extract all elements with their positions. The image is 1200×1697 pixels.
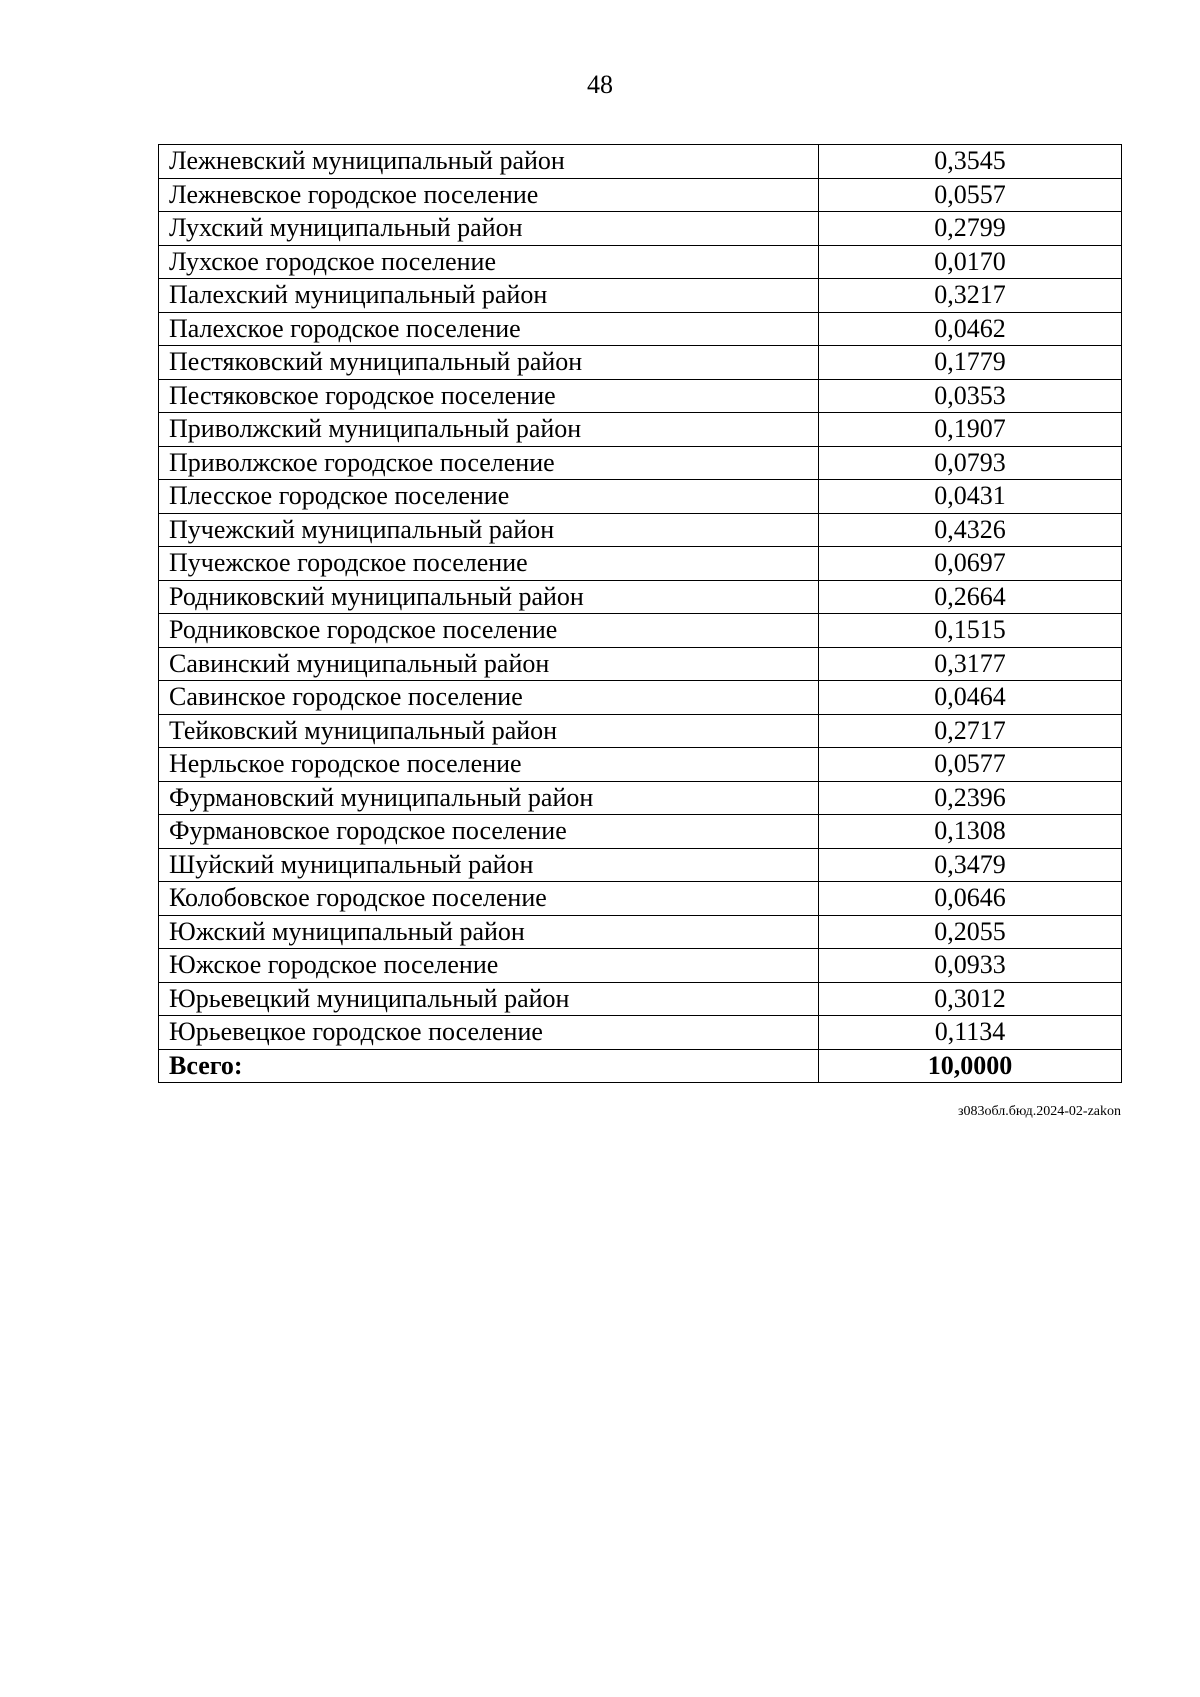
- table-row: [159, 714, 1122, 748]
- table-row: [159, 815, 1122, 849]
- coefficient-value-cell: 0,2396: [819, 781, 1122, 815]
- municipality-name-cell: Пестяковский муниципальный район: [159, 346, 819, 380]
- municipality-name-cell: Лухский муниципальный район: [159, 212, 819, 246]
- municipality-name-cell: Палехский муниципальный район: [159, 279, 819, 313]
- municipality-name-cell: Палехское городское поселение: [159, 312, 819, 346]
- table-row: [159, 145, 1122, 179]
- table-row: [159, 212, 1122, 246]
- municipality-name-cell: Пестяковское городское поселение: [159, 379, 819, 413]
- municipality-name-cell: Фурмановское городское поселение: [159, 815, 819, 849]
- municipality-name-cell: Нерльское городское поселение: [159, 748, 819, 782]
- table-row: [159, 312, 1122, 346]
- coefficient-value-cell: 0,0462: [819, 312, 1122, 346]
- municipality-name-cell: Колобовское городское поселение: [159, 882, 819, 916]
- table-body: [159, 145, 1122, 1083]
- coefficient-value-cell: 0,1134: [819, 1016, 1122, 1050]
- page-number: 48: [587, 70, 613, 99]
- coefficient-value-cell: 0,2664: [819, 580, 1122, 614]
- municipality-name-cell: Приволжское городское поселение: [159, 446, 819, 480]
- total-value-cell: 10,0000: [819, 1049, 1122, 1083]
- coefficient-value-cell: 0,3545: [819, 145, 1122, 179]
- table-row: [159, 446, 1122, 480]
- coefficient-value-cell: 0,0933: [819, 949, 1122, 983]
- table-row: [159, 480, 1122, 514]
- coefficient-value-cell: 0,1308: [819, 815, 1122, 849]
- coefficient-value-cell: 0,0793: [819, 446, 1122, 480]
- table-row: [159, 915, 1122, 949]
- coefficient-value-cell: 0,3177: [819, 647, 1122, 681]
- total-row: [159, 1049, 1122, 1083]
- coefficient-value-cell: 0,2717: [819, 714, 1122, 748]
- coefficient-value-cell: 0,1779: [819, 346, 1122, 380]
- table-row: [159, 681, 1122, 715]
- coefficient-value-cell: 0,0577: [819, 748, 1122, 782]
- coefficient-value-cell: 0,1907: [819, 413, 1122, 447]
- municipality-name-cell: Приволжский муниципальный район: [159, 413, 819, 447]
- table-row: [159, 781, 1122, 815]
- coefficient-value-cell: 0,0646: [819, 882, 1122, 916]
- coefficient-value-cell: 0,0170: [819, 245, 1122, 279]
- municipality-name-cell: Пучежский муниципальный район: [159, 513, 819, 547]
- coefficient-value-cell: 0,1515: [819, 614, 1122, 648]
- table-row: [159, 346, 1122, 380]
- coefficient-value-cell: 0,4326: [819, 513, 1122, 547]
- coefficient-value-cell: 0,2799: [819, 212, 1122, 246]
- municipality-name-cell: Лежневское городское поселение: [159, 178, 819, 212]
- table-row: [159, 848, 1122, 882]
- municipality-name-cell: Савинский муниципальный район: [159, 647, 819, 681]
- municipality-name-cell: Шуйский муниципальный район: [159, 848, 819, 882]
- table-row: [159, 614, 1122, 648]
- coefficient-value-cell: 0,3479: [819, 848, 1122, 882]
- coefficient-value-cell: 0,0431: [819, 480, 1122, 514]
- coefficient-value-cell: 0,0697: [819, 547, 1122, 581]
- coefficient-value-cell: 0,3012: [819, 982, 1122, 1016]
- coefficient-value-cell: 0,2055: [819, 915, 1122, 949]
- table-row: [159, 245, 1122, 279]
- coefficient-value-cell: 0,0464: [819, 681, 1122, 715]
- document-code: з083обл.бюд.2024-02-zakon: [957, 1104, 1121, 1119]
- municipality-name-cell: Родниковский муниципальный район: [159, 580, 819, 614]
- distribution-table: [158, 144, 1122, 1083]
- table-row: [159, 580, 1122, 614]
- municipality-name-cell: Южское городское поселение: [159, 949, 819, 983]
- table-row: [159, 513, 1122, 547]
- table-row: [159, 982, 1122, 1016]
- municipality-name-cell: Лухское городское поселение: [159, 245, 819, 279]
- municipality-name-cell: Тейковский муниципальный район: [159, 714, 819, 748]
- coefficient-value-cell: 0,0557: [819, 178, 1122, 212]
- municipality-name-cell: Южский муниципальный район: [159, 915, 819, 949]
- table-row: [159, 949, 1122, 983]
- municipality-name-cell: Юрьевецкий муниципальный район: [159, 982, 819, 1016]
- coefficient-value-cell: 0,3217: [819, 279, 1122, 313]
- table-row: [159, 413, 1122, 447]
- municipality-name-cell: Фурмановский муниципальный район: [159, 781, 819, 815]
- table-row: [159, 178, 1122, 212]
- municipality-name-cell: Юрьевецкое городское поселение: [159, 1016, 819, 1050]
- total-label-cell: Всего:: [159, 1049, 819, 1083]
- table-row: [159, 882, 1122, 916]
- table-row: [159, 379, 1122, 413]
- table-row: [159, 647, 1122, 681]
- table-row: [159, 547, 1122, 581]
- coefficient-value-cell: 0,0353: [819, 379, 1122, 413]
- table-row: [159, 748, 1122, 782]
- table-row: [159, 279, 1122, 313]
- table-row: [159, 1016, 1122, 1050]
- municipality-name-cell: Савинское городское поселение: [159, 681, 819, 715]
- municipality-name-cell: Лежневский муниципальный район: [159, 145, 819, 179]
- municipality-name-cell: Плесское городское поселение: [159, 480, 819, 514]
- municipality-name-cell: Пучежское городское поселение: [159, 547, 819, 581]
- municipality-name-cell: Родниковское городское поселение: [159, 614, 819, 648]
